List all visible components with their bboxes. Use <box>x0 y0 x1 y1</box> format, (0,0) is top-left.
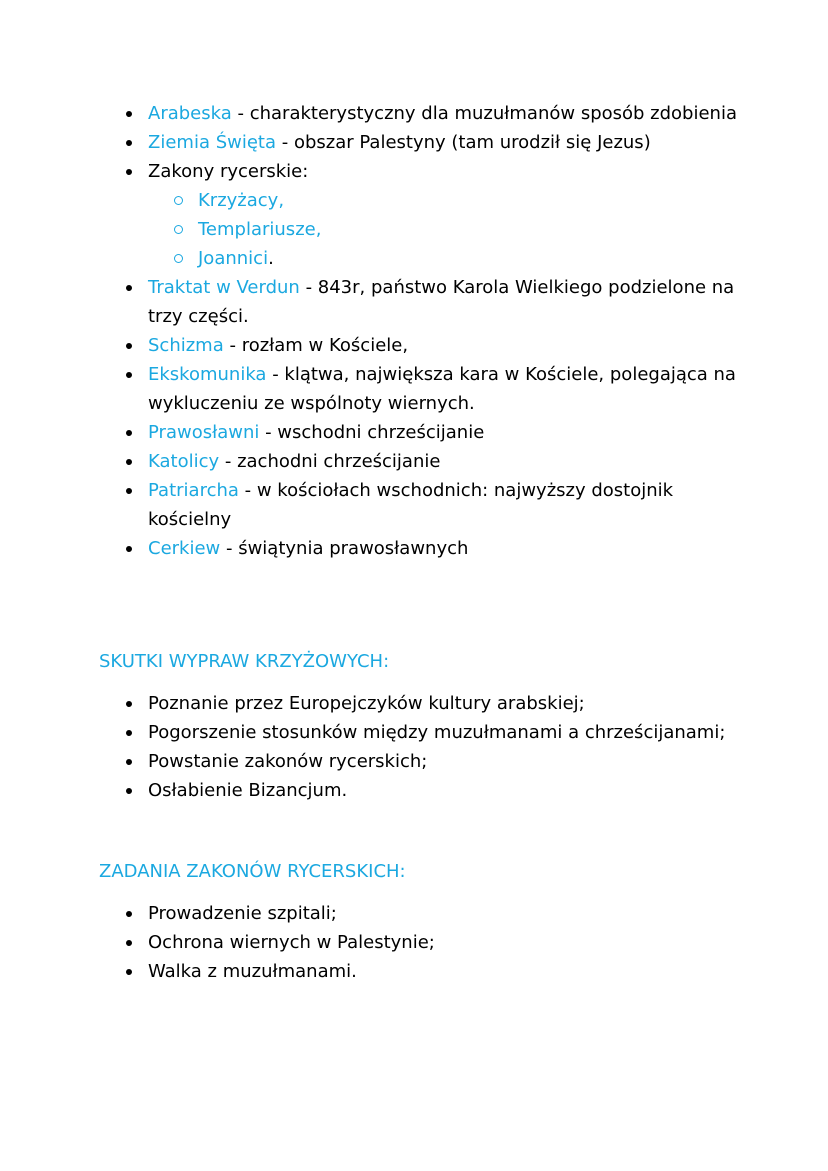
definition-item <box>148 273 748 331</box>
definition-item <box>148 157 748 273</box>
effect-item: Powstanie zakonów rycerskich; <box>148 747 748 776</box>
definition-item <box>148 418 748 447</box>
definition-term: Patriarcha <box>148 480 239 501</box>
definition-term: Arabeska <box>148 103 232 124</box>
tasks-list <box>148 899 748 986</box>
definition-item <box>148 331 748 360</box>
definition-item <box>148 360 748 418</box>
sublist-term: Krzyżacy, <box>198 190 285 211</box>
definition-item <box>148 128 748 157</box>
definition-term: Cerkiew <box>148 538 221 559</box>
effects-heading: SKUTKI WYPRAW KRZYŻOWYCH: <box>99 651 390 672</box>
definition-description: - 843r, państwo Karola Wielkiego podzielone na trzy części. <box>148 277 735 327</box>
task-item: Prowadzenie szpitali; <box>148 899 748 928</box>
tasks-heading: ZADANIA ZAKONÓW RYCERSKICH: <box>99 861 406 882</box>
definition-description: - klątwa, największa kara w Kościele, polegająca na wykluczeniu ze wspólnoty wiernych. <box>148 364 736 414</box>
sublist-item <box>198 244 748 273</box>
task-item: Ochrona wiernych w Palestynie; <box>148 928 748 957</box>
definition-item <box>148 99 748 128</box>
definition-description: - wschodni chrześcijanie <box>259 422 485 443</box>
task-item: Walka z muzułmanami. <box>148 957 748 986</box>
definition-item <box>148 447 748 476</box>
definition-label: Zakony rycerskie: <box>148 161 309 182</box>
definition-description: - świątynia prawosławnych <box>220 538 469 559</box>
definition-description: - obszar Palestyny (tam urodził się Jezus) <box>276 132 651 153</box>
definition-item <box>148 534 748 563</box>
effect-item: Poznanie przez Europejczyków kultury arabskiej; <box>148 689 748 718</box>
knight-orders-sublist <box>148 186 748 273</box>
definitions-list <box>148 99 748 563</box>
definition-term: Prawosławni <box>148 422 260 443</box>
definition-description: - w kościołach wschodnich: najwyższy dostojnik kościelny <box>148 480 674 530</box>
sublist-term: Joannici <box>198 248 269 269</box>
effect-item: Pogorszenie stosunków między muzułmanami a chrześcijanami; <box>148 718 748 747</box>
definition-term: Schizma <box>148 335 224 356</box>
sublist-term: Templariusze, <box>198 219 322 240</box>
definition-item <box>148 476 748 534</box>
sublist-item <box>198 215 748 244</box>
effect-item: Osłabienie Bizancjum. <box>148 776 748 805</box>
definition-term: Ekskomunika <box>148 364 267 385</box>
definition-term: Katolicy <box>148 451 220 472</box>
definition-description: - zachodni chrześcijanie <box>219 451 441 472</box>
definition-description: - rozłam w Kościele, <box>223 335 409 356</box>
definition-term: Ziemia Święta <box>148 132 277 153</box>
sublist-tail: . <box>268 248 274 269</box>
effects-list <box>148 689 748 805</box>
definition-description: - charakterystyczny dla muzułmanów sposób zdobienia <box>231 103 737 124</box>
sublist-item <box>198 186 748 215</box>
definition-term: Traktat w Verdun <box>148 277 300 298</box>
